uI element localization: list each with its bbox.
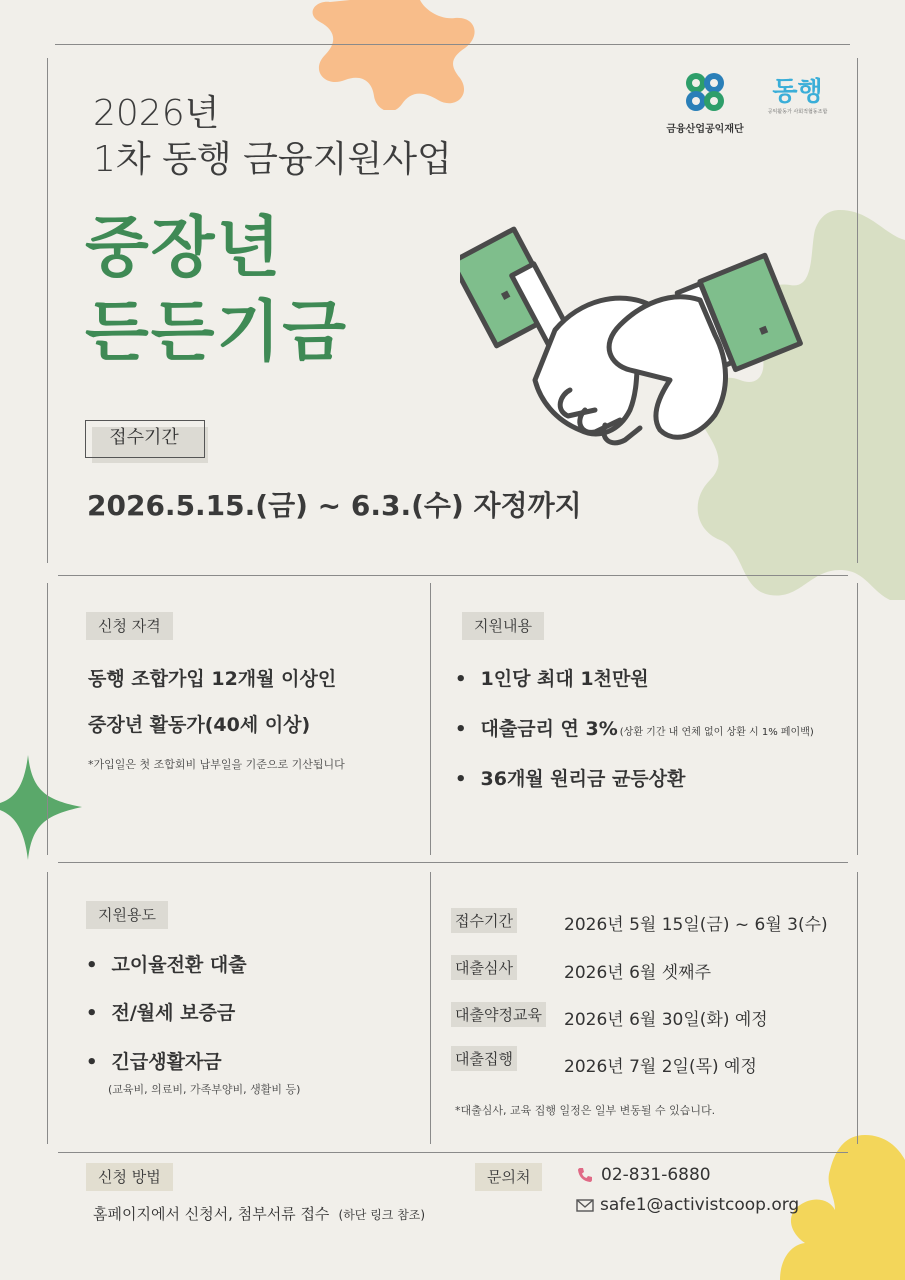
eligibility-line-1: 동행 조합가입 12개월 이상인 xyxy=(88,668,337,690)
phone-row[interactable] xyxy=(577,1165,711,1185)
support-item xyxy=(455,764,685,791)
eligibility-note: *가입일은 첫 조합회비 납부일을 기준으로 기산됩니다 xyxy=(88,758,345,771)
schedule-note: *대출심사, 교육 집행 일정은 일부 변동될 수 있습니다. xyxy=(455,1104,716,1117)
foundation-logo xyxy=(650,70,760,135)
schedule-label: 대출약정교육 xyxy=(451,1002,546,1027)
mail-icon xyxy=(576,1199,594,1212)
usage-item-text: 긴급생활자금 xyxy=(111,1051,222,1073)
period-value: 2026.5.15.(금) ~ 6.3.(수) 자정까지 xyxy=(87,489,582,522)
handshake-illustration xyxy=(460,220,805,460)
foundation-name: 금융산업공익재단 xyxy=(666,124,744,135)
title-line-2: 든든기금 xyxy=(85,293,349,370)
support-item-text: 1인당 최대 1천만원 xyxy=(480,668,649,690)
bullet-icon: • xyxy=(86,1052,98,1073)
support-item xyxy=(455,714,814,741)
schedule-value: 2026년 5월 15일(금) ~ 6월 3(수) xyxy=(564,915,828,935)
support-content-tag: 지원내용 xyxy=(462,612,544,640)
top-border xyxy=(55,44,850,45)
usage-note: (교육비, 의료비, 가족부양비, 생활비 등) xyxy=(108,1083,301,1096)
bullet-icon: • xyxy=(455,669,467,690)
right-border-lower xyxy=(857,872,858,1144)
schedule-label: 대출심사 xyxy=(451,955,517,980)
right-border-mid xyxy=(857,583,858,855)
partner-sub: 공익활동가 사회적협동조합 xyxy=(767,109,828,115)
schedule-label: 접수기간 xyxy=(451,908,517,933)
foundation-logo-icon xyxy=(683,70,727,114)
left-border-lower xyxy=(47,872,48,1144)
bullet-icon: • xyxy=(455,769,467,790)
usage-item-text: 전/월세 보증금 xyxy=(111,1002,236,1024)
support-item xyxy=(455,664,649,691)
bullet-icon: • xyxy=(86,1003,98,1024)
usage-item-text: 고이율전환 대출 xyxy=(111,954,247,976)
period-tag-label: 접수기간 xyxy=(109,427,179,448)
usage-item xyxy=(86,950,247,977)
schedule-value: 2026년 6월 셋째주 xyxy=(564,963,711,983)
partner-logo xyxy=(760,76,835,115)
usage-item xyxy=(86,1047,222,1074)
bullet-icon: • xyxy=(86,955,98,976)
title-line-1: 중장년 xyxy=(85,209,283,286)
divider-1 xyxy=(58,575,848,576)
year-heading: 2026년 xyxy=(93,93,220,134)
apply-note: (하단 링크 참조) xyxy=(338,1208,426,1222)
left-border-top xyxy=(47,58,48,563)
contact-tag: 문의처 xyxy=(475,1163,542,1191)
bullet-icon: • xyxy=(455,719,467,740)
program-heading: 1차 동행 금융지원사업 xyxy=(93,139,452,180)
apply-text-row xyxy=(93,1203,425,1224)
divider-2 xyxy=(58,862,848,863)
green-star-decoration xyxy=(0,755,82,860)
email-address: safe1@activistcoop.org xyxy=(600,1195,800,1215)
partner-name: 동행 xyxy=(772,77,823,107)
phone-icon xyxy=(577,1167,593,1183)
email-row[interactable] xyxy=(576,1195,799,1215)
right-border-top xyxy=(857,58,858,563)
center-divider-lower xyxy=(430,872,431,1144)
phone-number: 02-831-6880 xyxy=(601,1165,711,1185)
schedule-label: 대출집행 xyxy=(451,1046,517,1071)
eligibility-tag: 신청 자격 xyxy=(86,612,173,640)
eligibility-line-2: 중장년 활동가(40세 이상) xyxy=(88,714,311,736)
usage-item xyxy=(86,998,235,1025)
usage-tag: 지원용도 xyxy=(86,901,168,929)
support-item-text: 36개월 원리금 균등상환 xyxy=(480,768,686,790)
schedule-value: 2026년 7월 2일(목) 예정 xyxy=(564,1057,757,1077)
orange-flower-decoration xyxy=(290,0,480,110)
divider-3 xyxy=(58,1152,848,1153)
support-item-note: (상환 기간 내 연체 없이 상환 시 1% 페이백) xyxy=(619,727,814,738)
apply-text: 홈페이지에서 신청서, 첨부서류 접수 xyxy=(93,1205,330,1223)
center-divider-mid xyxy=(430,583,431,855)
schedule-value: 2026년 6월 30일(화) 예정 xyxy=(564,1010,768,1030)
apply-tag: 신청 방법 xyxy=(86,1163,173,1191)
support-item-text: 대출금리 연 3% xyxy=(480,718,618,740)
left-border-mid xyxy=(47,583,48,855)
